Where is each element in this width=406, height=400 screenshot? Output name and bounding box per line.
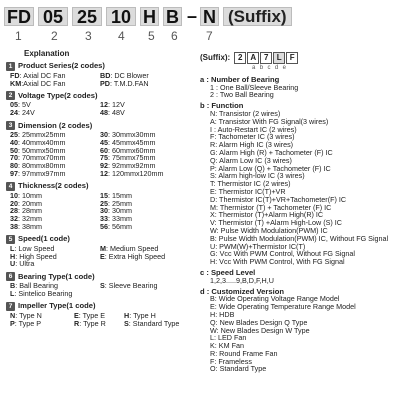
section-title: Dimension (2 codes) xyxy=(18,120,93,130)
code-impeller: N xyxy=(200,7,219,26)
code-value: : 5V xyxy=(18,100,31,110)
suffix-option: V: Thermistor (T) +Alarm High-Low (S) IC xyxy=(210,218,342,228)
code-value: : 75mmx75mm xyxy=(108,153,156,163)
code-value: : 15mm xyxy=(108,190,132,200)
code-value: :Axial DC Fan xyxy=(21,78,66,88)
code-key: 92 xyxy=(100,161,108,171)
code-key: 32 xyxy=(10,214,18,224)
suffix-option: G: Vcc With PWM Control, Without FG Signal xyxy=(210,249,355,259)
suffix-letters: abcde xyxy=(252,65,291,71)
code-option xyxy=(10,290,100,298)
code-value: : 80mmx80mm xyxy=(18,161,66,171)
code-value: : Type E xyxy=(78,310,106,320)
code-value: : 24V xyxy=(18,108,35,118)
code-option xyxy=(74,320,124,328)
code-value: : 25mm xyxy=(108,198,132,208)
code-key: 25 xyxy=(10,129,18,139)
suffix-section-title: a : Number of Bearing xyxy=(200,74,280,84)
code-value: : DC Blower xyxy=(110,70,149,80)
code-option xyxy=(10,109,100,117)
code-option-row xyxy=(6,170,206,178)
code-key: 56 xyxy=(100,221,108,231)
code-bearing: B xyxy=(163,7,182,26)
suffix-option: B: Pulse Width Modulation(PWM) IC, Without FG Signal xyxy=(210,233,389,243)
code-key: 60 xyxy=(100,145,108,155)
suffix-option: U: PWM(W)+Thermistor IC(T) xyxy=(210,241,306,251)
code-key: BD xyxy=(100,70,111,80)
code-option-row xyxy=(6,260,206,268)
code-option xyxy=(10,320,74,328)
code-value: : 40mmx40mm xyxy=(18,137,66,147)
section-heading xyxy=(6,235,206,244)
code-option xyxy=(10,170,100,178)
code-key: 75 xyxy=(100,153,108,163)
code-key: P xyxy=(10,318,15,328)
code-key: 40 xyxy=(10,137,18,147)
suffix-option: K: KM Fan xyxy=(210,341,244,351)
suffix-prefix: (Suffix): xyxy=(200,53,231,63)
code-value: : 70mmx70mm xyxy=(18,153,66,163)
code-value: : Type R xyxy=(79,318,106,328)
code-key: 97 xyxy=(10,168,18,178)
code-key: L xyxy=(10,243,15,253)
section-number-badge: 4 xyxy=(6,182,15,191)
code-value: : Axial DC Fan xyxy=(19,70,66,80)
section-number-badge: 3 xyxy=(6,121,15,130)
code-key: 70 xyxy=(10,153,18,163)
suffix-box-b: A xyxy=(247,52,259,64)
suffix-box-d: L xyxy=(273,52,285,64)
suffix-option: W: Pulse Width Modulation(PWM) IC xyxy=(210,225,328,235)
code-key: 45 xyxy=(100,137,108,147)
suffix-option: R: Alarm High IC (3 wires) xyxy=(210,140,294,150)
code-key: 20 xyxy=(10,198,18,208)
code-option xyxy=(10,223,100,231)
code-option xyxy=(100,223,200,231)
code-key: 33 xyxy=(100,214,108,224)
code-key: H xyxy=(10,251,16,261)
code-option-row xyxy=(6,80,206,88)
suffix-option: X: Thermistor (T)+Alarm High(R) IC xyxy=(210,210,324,220)
code-key: R xyxy=(74,318,80,328)
section-number-badge: 1 xyxy=(6,62,15,71)
code-value: : Ultra xyxy=(15,259,35,269)
section-heading xyxy=(6,272,206,281)
suffix-box-a: 2 xyxy=(234,52,246,64)
code-option xyxy=(100,253,200,261)
code-option-row xyxy=(6,109,206,117)
code-option-row xyxy=(6,223,206,231)
suffix-option: 1,2,3.....9,B,D,F,H,U xyxy=(210,275,274,285)
code-value: : Standard Type xyxy=(128,318,180,328)
section-heading xyxy=(6,62,206,71)
code-dash: – xyxy=(187,5,198,26)
section-title: Bearing Type(1 code) xyxy=(18,271,95,281)
suffix-option: Q: New Blades Design Q Type xyxy=(210,317,308,327)
code-key: FD xyxy=(10,70,20,80)
code-key: 28 xyxy=(10,206,18,216)
code-key: E xyxy=(100,251,105,261)
code-key: U xyxy=(10,259,16,269)
section-heading xyxy=(6,182,206,191)
section-number-badge: 7 xyxy=(6,302,15,311)
suffix-option: E: Thermistor IC(T)+VR xyxy=(210,186,286,196)
suffix-box-c: 7 xyxy=(260,52,272,64)
code-value: : T.M.D.FAN xyxy=(110,78,149,88)
code-value: : 20mm xyxy=(18,198,42,208)
code-value: : 60mmx60mm xyxy=(108,145,156,155)
code-index: 4 xyxy=(118,29,125,43)
suffix-sections xyxy=(200,76,405,373)
suffix-option: R: Round Frame Fan xyxy=(210,348,278,358)
code-key: 80 xyxy=(10,161,18,171)
section-title: Speed(1 code) xyxy=(18,234,70,244)
code-key: M xyxy=(100,243,106,253)
code-index: 6 xyxy=(171,29,178,43)
suffix-option: T: Thermistor IC (2 wires) xyxy=(210,179,291,189)
section-title: Impeller Type(1 code) xyxy=(18,301,96,311)
code-value: : 120mmx120mm xyxy=(108,168,164,178)
code-value: : 92mmx92mm xyxy=(108,161,156,171)
suffix-option: O: Standard Type xyxy=(210,364,267,374)
suffix-code-line xyxy=(200,52,405,64)
code-option-row xyxy=(6,253,206,261)
code-key: E xyxy=(74,310,79,320)
code-index-row xyxy=(0,29,406,43)
code-key: B xyxy=(10,281,16,291)
code-key: 48 xyxy=(100,108,108,118)
suffix-panel xyxy=(200,52,405,373)
suffix-option: B: Wide Operating Voltage Range Model xyxy=(210,294,340,304)
code-index: 3 xyxy=(85,29,92,43)
suffix-option: E: Wide Operating Temperature Range Model xyxy=(210,302,356,312)
section-title: Voltage Type(2 codes) xyxy=(18,90,98,100)
suffix-option: G: Alarm High (R) + Tachometer (F) IC xyxy=(210,147,333,157)
suffix-option: H: Vcc With PWM Control, With FG Signal xyxy=(210,257,345,267)
code-value: : 38mm xyxy=(18,221,42,231)
code-value: : 50mmx50mm xyxy=(18,145,66,155)
code-value: : 30mmx30mm xyxy=(108,129,156,139)
explanation-title: Explanation xyxy=(24,49,70,58)
code-value: : 32mm xyxy=(18,214,42,224)
code-option xyxy=(100,109,200,117)
code-index: 7 xyxy=(206,29,213,43)
code-value: : High Speed xyxy=(15,251,57,261)
code-key: 12 xyxy=(100,100,108,110)
code-option-row xyxy=(6,290,206,298)
section-heading xyxy=(6,121,206,130)
suffix-option: H: HDB xyxy=(210,309,235,319)
code-key: 15 xyxy=(100,190,108,200)
suffix-option: A: Transistor With FG Signal(3 wires) xyxy=(210,116,329,126)
code-key: 25 xyxy=(100,198,108,208)
code-key: 30 xyxy=(100,129,108,139)
section-number-badge: 5 xyxy=(6,235,15,244)
suffix-option: S: Alarm high-low IC (3 wires) xyxy=(210,171,305,181)
suffix-option: N: Transistor (2 wires) xyxy=(210,108,281,118)
code-key: 24 xyxy=(10,108,18,118)
suffix-option: W: New Blades Design W Type xyxy=(210,325,310,335)
code-option xyxy=(100,170,200,178)
section-title: Product Series(2 codes) xyxy=(18,61,105,71)
code-value: : 28mm xyxy=(18,206,42,216)
code-voltage: 05 xyxy=(38,7,68,26)
code-value: : Type N xyxy=(15,310,42,320)
code-option xyxy=(124,320,204,328)
code-option xyxy=(100,80,200,88)
code-key: 50 xyxy=(10,145,18,155)
suffix-option: L: LED Fan xyxy=(210,333,247,343)
suffix-option: P: Alarm Low (Q) + Tachometer (F) IC xyxy=(210,163,331,173)
section-number-badge: 2 xyxy=(6,91,15,100)
code-value: : Medium Speed xyxy=(106,243,159,253)
code-value: : 12V xyxy=(108,100,125,110)
suffix-section-title: b : Function xyxy=(200,101,244,111)
code-value: : 30mm xyxy=(108,206,132,216)
section-title: Thickness(2 codes) xyxy=(18,181,89,191)
code-value: : Extra High Speed xyxy=(104,251,166,261)
code-option-row xyxy=(6,320,206,328)
code-value: : 56mm xyxy=(108,221,132,231)
suffix-option: 1 : One Ball/Sleeve Bearing xyxy=(210,82,299,92)
section-heading xyxy=(6,91,206,100)
code-value: : 45mmx45mm xyxy=(108,137,156,147)
code-index: 5 xyxy=(148,29,155,43)
code-value: : Sintelico Bearing xyxy=(14,288,73,298)
code-option xyxy=(10,80,100,88)
code-key: 05 xyxy=(10,100,18,110)
code-value: : Type H xyxy=(129,310,156,320)
code-option xyxy=(100,282,200,290)
code-key: 10 xyxy=(10,190,18,200)
code-key: S xyxy=(100,281,105,291)
code-thickness: 10 xyxy=(106,7,136,26)
code-value: : 97mmx97mm xyxy=(18,168,66,178)
section-heading xyxy=(6,302,206,311)
code-value: : 33mm xyxy=(108,214,132,224)
explanation-panel xyxy=(6,50,206,327)
code-speed: H xyxy=(140,7,159,26)
suffix-option: D: Thermistor IC(T)+VR+Tachometer(F) IC xyxy=(210,194,347,204)
code-suffix: (Suffix) xyxy=(223,7,292,26)
code-value: : Sleeve Bearing xyxy=(104,281,158,291)
code-key: 12 xyxy=(100,168,108,178)
code-value: : Low Speed xyxy=(14,243,55,253)
code-index: 2 xyxy=(51,29,58,43)
suffix-option: F: Tachometer IC (3 wires) xyxy=(210,132,295,142)
explanation-sections xyxy=(6,62,206,328)
suffix-box-e: F xyxy=(286,52,298,64)
code-key: KM xyxy=(10,78,22,88)
code-value: : 25mmx25mm xyxy=(18,129,66,139)
suffix-option: M: Thermistor (T) + Tachometer (F) IC xyxy=(210,202,332,212)
suffix-section-title: d : Customized Version xyxy=(200,286,284,296)
code-option xyxy=(10,260,100,268)
code-product-series: FD xyxy=(4,7,34,26)
code-key: PD xyxy=(100,78,110,88)
suffix-section-title: c : Speed Level xyxy=(200,267,256,277)
section-number-badge: 6 xyxy=(6,272,15,281)
suffix-option: I : Auto-Restart IC (2 wires) xyxy=(210,124,297,134)
code-index: 1 xyxy=(15,29,22,43)
suffix-option: Q: Alarm Low IC (3 wires) xyxy=(210,155,292,165)
code-dimension: 25 xyxy=(72,7,102,26)
code-value: : Type P xyxy=(14,318,42,328)
code-key: 38 xyxy=(10,221,18,231)
code-value: : 10mm xyxy=(18,190,42,200)
model-code-row xyxy=(4,5,292,27)
code-key: H xyxy=(124,310,130,320)
code-key: 30 xyxy=(100,206,108,216)
code-key: N xyxy=(10,310,16,320)
suffix-option: F: Frameless xyxy=(210,356,252,366)
code-key: S xyxy=(124,318,129,328)
code-value: : Ball Bearing xyxy=(15,281,58,291)
code-key: L xyxy=(10,288,15,298)
code-value: : 48V xyxy=(108,108,125,118)
suffix-option: 2 : Two Ball Bearing xyxy=(210,90,274,100)
